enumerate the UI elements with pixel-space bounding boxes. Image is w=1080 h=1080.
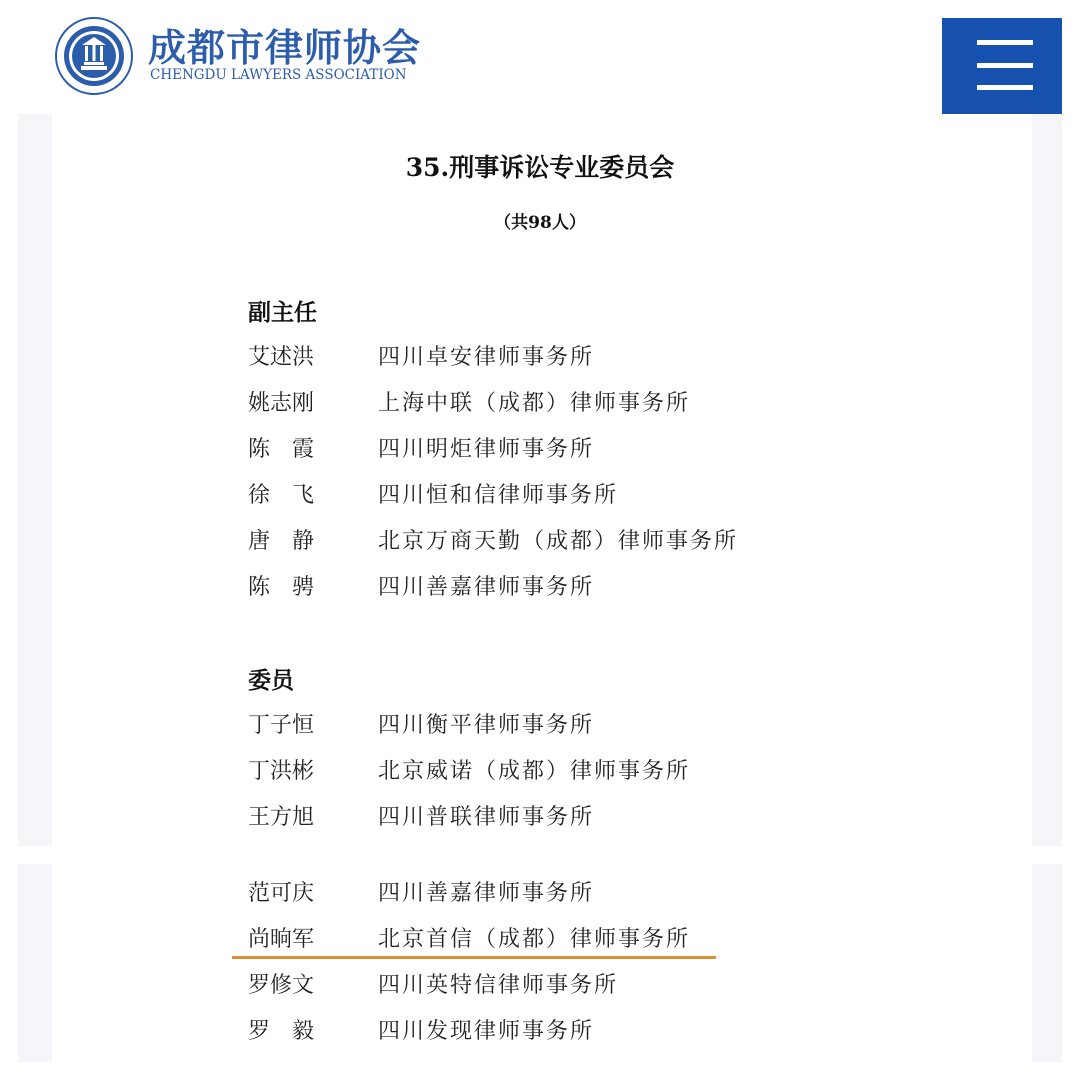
menu-button[interactable] — [942, 18, 1062, 114]
site-header — [0, 0, 1080, 112]
member-name: 陈 骋 — [248, 575, 315, 600]
law-firm: 四川恒和信律师事务所 — [378, 483, 619, 508]
law-firm: 四川明炬律师事务所 — [378, 437, 595, 462]
member-name: 艾述洪 — [248, 345, 315, 370]
member-count: （共98人） — [494, 213, 586, 233]
member-name: 丁子恒 — [248, 713, 315, 738]
law-firm: 四川衡平律师事务所 — [378, 713, 595, 738]
member-name: 范可庆 — [248, 881, 315, 906]
page-separator — [0, 846, 1080, 864]
member-name: 丁洪彬 — [248, 759, 315, 784]
brand-name-english: CHENGDU LAWYERS ASSOCIATION — [150, 67, 407, 83]
highlight-underline — [232, 956, 716, 959]
committee-title: 35.刑事诉讼专业委员会 — [405, 153, 675, 182]
vice-director-heading: 副主任 — [248, 300, 317, 326]
member-name: 徐 飞 — [248, 483, 315, 508]
law-firm: 四川普联律师事务所 — [378, 805, 595, 830]
member-heading: 委员 — [248, 668, 294, 694]
left-margin-2 — [18, 864, 52, 1062]
law-firm: 四川善嘉律师事务所 — [378, 881, 595, 906]
law-firm: 四川发现律师事务所 — [378, 1019, 595, 1044]
law-firm: 北京首信（成都）律师事务所 — [378, 927, 691, 952]
member-name: 尚晌军 — [248, 927, 315, 952]
hamburger-menu-icon — [977, 40, 1033, 45]
member-name: 罗 毅 — [248, 1019, 315, 1044]
law-firm: 四川卓安律师事务所 — [378, 345, 595, 370]
member-name: 陈 霞 — [248, 437, 315, 462]
member-name: 王方旭 — [248, 805, 315, 830]
member-name: 唐 静 — [248, 529, 315, 554]
member-name: 罗修文 — [248, 973, 315, 998]
right-margin-2 — [1032, 864, 1062, 1062]
association-logo-icon[interactable] — [54, 16, 134, 96]
law-firm: 北京万商天勤（成都）律师事务所 — [378, 529, 739, 554]
law-firm: 四川善嘉律师事务所 — [378, 575, 595, 600]
brand-name-chinese[interactable]: 成都市律师协会 — [148, 25, 422, 70]
law-firm: 四川英特信律师事务所 — [378, 973, 619, 998]
member-name: 姚志刚 — [248, 391, 315, 416]
law-firm: 上海中联（成都）律师事务所 — [378, 391, 691, 416]
law-firm: 北京威诺（成都）律师事务所 — [378, 759, 691, 784]
